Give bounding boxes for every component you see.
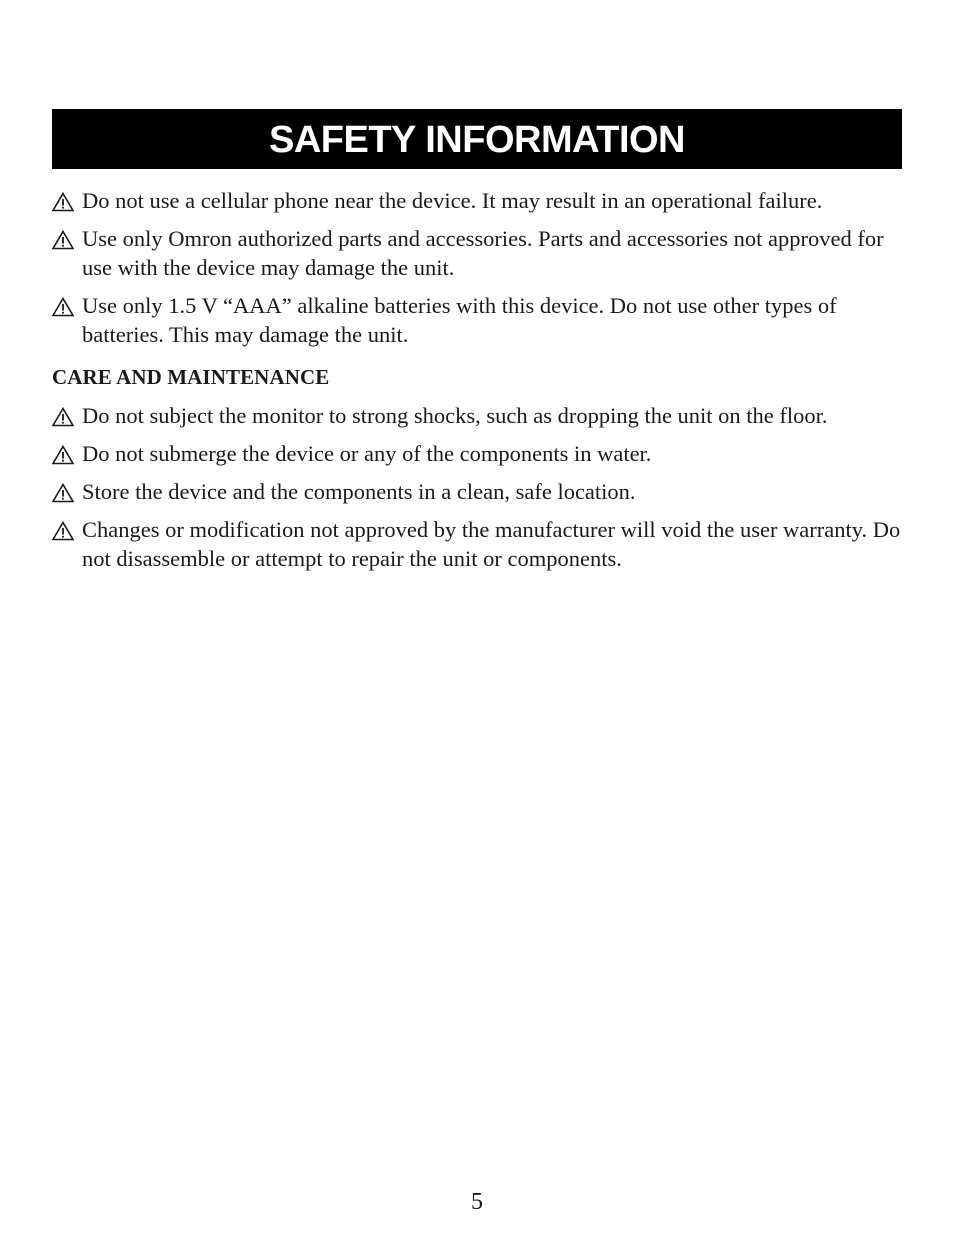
warning-triangle-icon: [52, 407, 74, 427]
warning-triangle-icon: [52, 483, 74, 503]
warning-text: Do not use a cellular phone near the device. It may result in an operational failure.: [82, 188, 823, 213]
content-area: [52, 186, 912, 582]
warning-item: [52, 291, 912, 349]
section-heading-care: CARE AND MAINTENANCE: [52, 365, 330, 389]
warning-text: Changes or modification not approved by the manufacturer will void the user warranty. Do not disassemble or attempt to repair the unit or components.: [82, 517, 901, 571]
warning-item: [52, 224, 912, 282]
warning-triangle-icon: [52, 445, 74, 465]
warning-item: [52, 439, 912, 468]
warning-text: Do not submerge the device or any of the components in water.: [82, 441, 652, 466]
warning-item: [52, 401, 912, 430]
warning-item: [52, 515, 912, 573]
warning-text: Use only 1.5 V “AAA” alkaline batteries with this device. Do not use other types of batteries. This may damage the unit.: [82, 293, 837, 347]
warning-text: Use only Omron authorized parts and accessories. Parts and accessories not approved for use with the device may damage the unit.: [82, 226, 884, 280]
warning-item: [52, 186, 912, 215]
title-banner: [52, 109, 902, 169]
warning-item: [52, 477, 912, 506]
warning-triangle-icon: [52, 521, 74, 541]
warning-triangle-icon: [52, 297, 74, 317]
warning-triangle-icon: [52, 230, 74, 250]
warning-text: Do not subject the monitor to strong shocks, such as dropping the unit on the floor.: [82, 403, 828, 428]
warning-text: Store the device and the components in a clean, safe location.: [82, 479, 636, 504]
warning-triangle-icon: [52, 192, 74, 212]
page-title: SAFETY INFORMATION: [268, 119, 686, 161]
page-number: 5: [471, 1189, 483, 1215]
